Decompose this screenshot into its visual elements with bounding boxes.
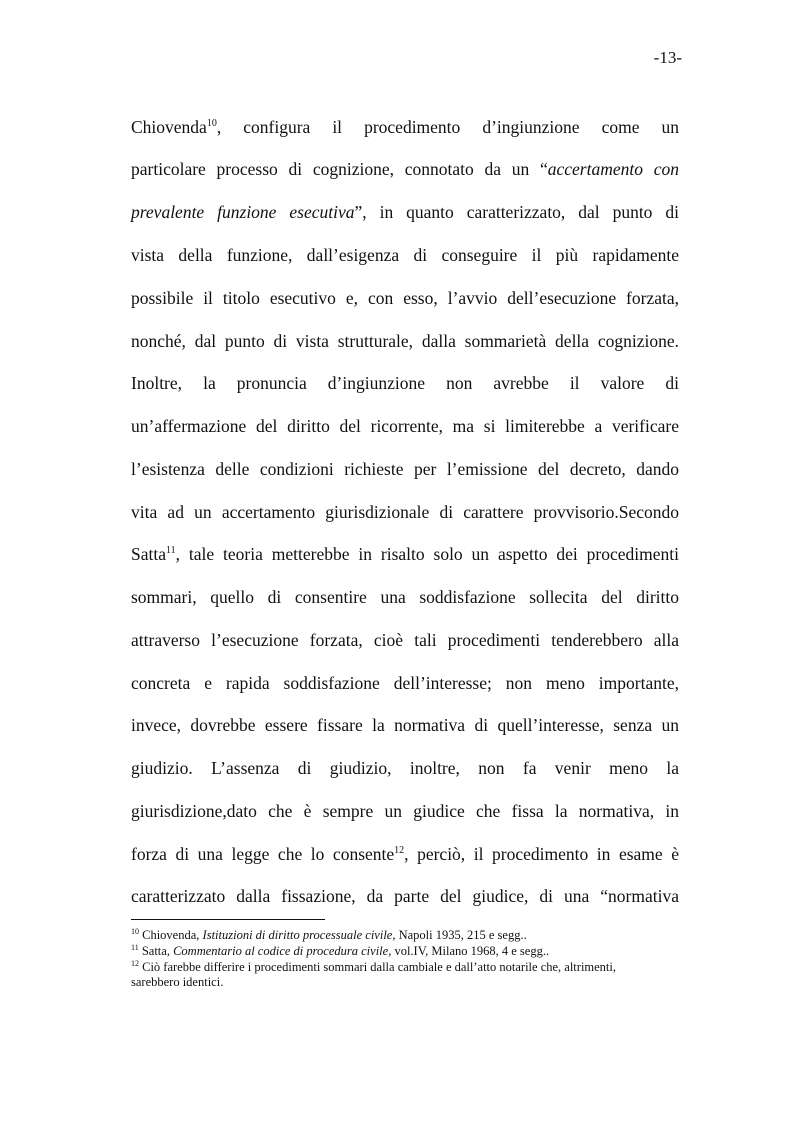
text-line: particolare processo di cognizione, connotato da un “accertamento con: [131, 159, 679, 179]
page-number: -13-: [653, 48, 682, 67]
footnote-continuation: sarebbero identici.: [131, 975, 224, 989]
footnote-ref[interactable]: 12: [394, 845, 405, 856]
text-line: Inoltre, la pronuncia d’ingiunzione non avrebbe il valore di: [131, 373, 679, 393]
text-line: attraverso l’esecuzione forzata, cioè tali procedimenti tenderebbero alla: [131, 630, 679, 650]
text-line: sommari, quello di consentire una soddisfazione sollecita del diritto: [131, 587, 679, 607]
text-line: prevalente funzione esecutiva”, in quanto caratterizzato, dal punto di: [131, 202, 679, 222]
footnote-ref[interactable]: 11: [166, 545, 176, 556]
text-line: forza di una legge che lo consente$^{12}$, perciò, il procedimento in esame è: [131, 844, 679, 864]
footnote: $^{11}$ Satta, Commentario al codice di procedura civile, vol.IV, Milano 1968, 4 e segg..: [131, 943, 550, 958]
footnote: $^{10}$ Chiovenda, Istituzioni di diritto processuale civile, Napoli 1935, 215 e segg..: [131, 927, 527, 942]
text-line: giudizio. L’assenza di giudizio, inoltre, non fa venir meno la: [131, 758, 679, 778]
footnote-ref[interactable]: 10: [206, 118, 217, 129]
text-line: Chiovenda$^{10}$, configura il procedimento d’ingiunzione come un: [131, 117, 679, 137]
footnote: $^{12}$ Ciò farebbe differire i procedimenti sommari dalla cambiale e dall’atto notarile che, altrimenti,: [131, 959, 617, 974]
footnote-separator: [131, 919, 325, 920]
text-line: vita ad un accertamento giurisdizionale di carattere provvisorio.Secondo: [131, 502, 679, 522]
text-line: invece, dovrebbe essere fissare la normativa di quell’interesse, senza un: [131, 715, 679, 735]
text-line: vista della funzione, dall’esigenza di conseguire il più rapidamente: [131, 245, 679, 265]
footnote-number: 12: [131, 959, 139, 968]
text-line: concreta e rapida soddisfazione dell’interesse; non meno importante,: [131, 673, 679, 693]
text-line: possibile il titolo esecutivo e, con esso, l’avvio dell’esecuzione forzata,: [131, 288, 679, 308]
text-line: nonché, dal punto di vista strutturale, dalla sommarietà della cognizione.: [131, 331, 679, 351]
text-line: un’affermazione del diritto del ricorrente, ma si limiterebbe a verificare: [131, 416, 679, 436]
footnote-number: 11: [131, 943, 139, 952]
footnote-number: 10: [131, 927, 139, 936]
text-line: l’esistenza delle condizioni richieste per l’emissione del decreto, dando: [131, 459, 679, 479]
text-line: giurisdizione,dato che è sempre un giudice che fissa la normativa, in: [131, 801, 679, 821]
text-line: Satta$^{11}$, tale teoria metterebbe in risalto solo un aspetto dei procedimenti: [131, 544, 679, 564]
text-line: caratterizzato dalla fissazione, da parte del giudice, di una “normativa: [131, 886, 679, 906]
